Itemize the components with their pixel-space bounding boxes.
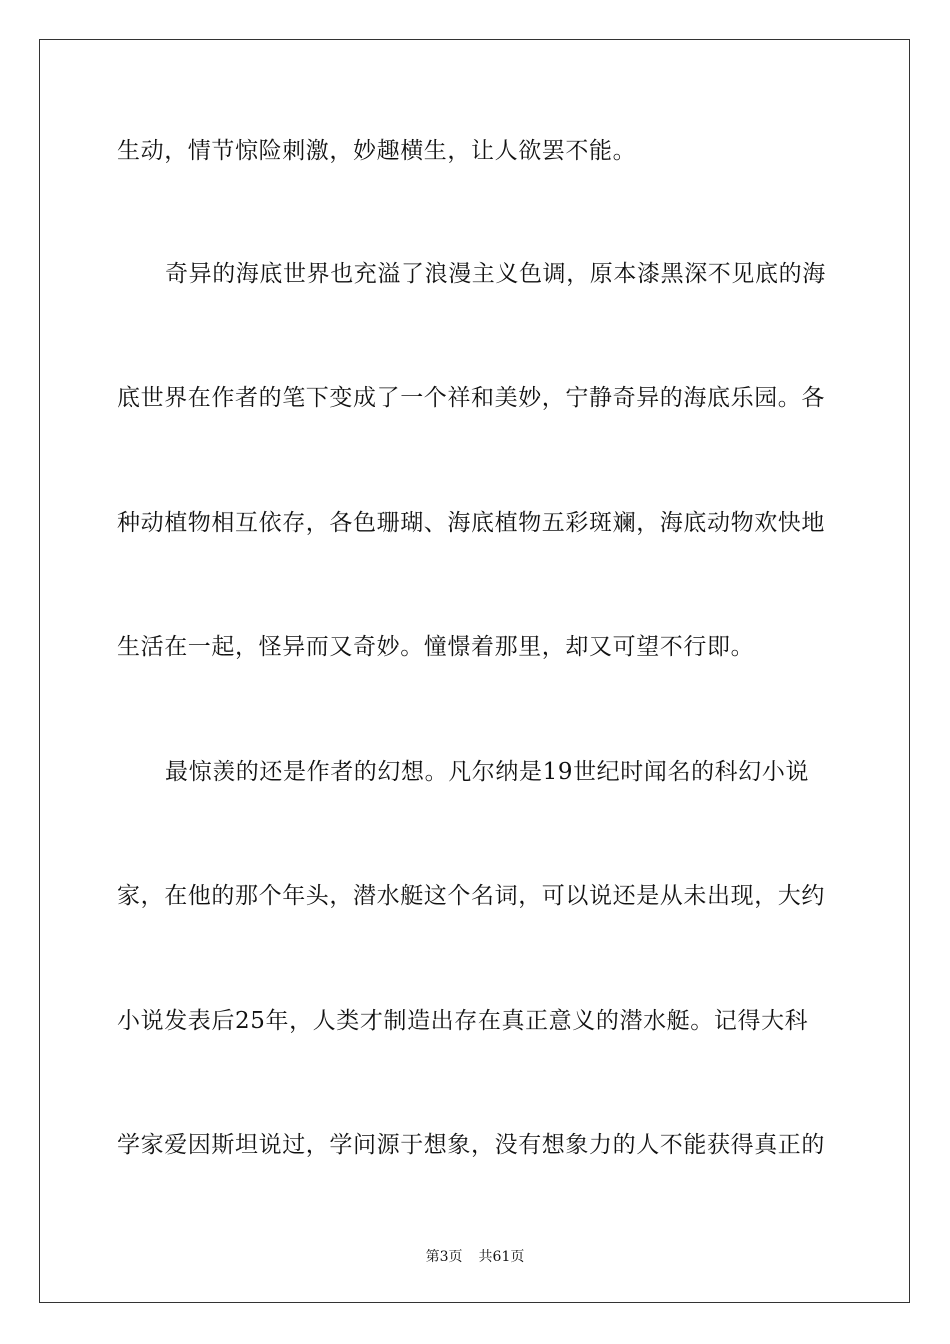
page-footer <box>0 1247 950 1267</box>
page-total: 共61页 <box>478 1249 525 1265</box>
text-line: 小说发表后25年，人类才制造出存在真正意义的潜水艇。记得大科 <box>117 1008 809 1034</box>
paragraph-first-line: 奇异的海底世界也充溢了浪漫主义色调，原本漆黑深不见底的海 <box>165 261 826 287</box>
page-number: 第3页 <box>425 1249 463 1265</box>
text-line: 底世界在作者的笔下变成了一个祥和美妙，宁静奇异的海底乐园。各 <box>117 385 825 411</box>
text-line: 学家爱因斯坦说过，学问源于想象，没有想象力的人不能获得真正的 <box>117 1132 825 1158</box>
text-line: 生动，情节惊险刺激，妙趣横生，让人欲罢不能。 <box>117 138 637 164</box>
text-line: 种动植物相互依存，各色珊瑚、海底植物五彩斑斓，海底动物欢快地 <box>117 510 825 536</box>
text-line: 家，在他的那个年头，潜水艇这个名词，可以说还是从未出现，大约 <box>117 883 825 909</box>
page-border <box>39 39 910 1303</box>
paragraph-first-line: 最惊羡的还是作者的幻想。凡尔纳是19世纪时闻名的科幻小说 <box>165 759 810 785</box>
text-line: 生活在一起，怪异而又奇妙。憧憬着那里，却又可望不行即。 <box>117 634 755 660</box>
